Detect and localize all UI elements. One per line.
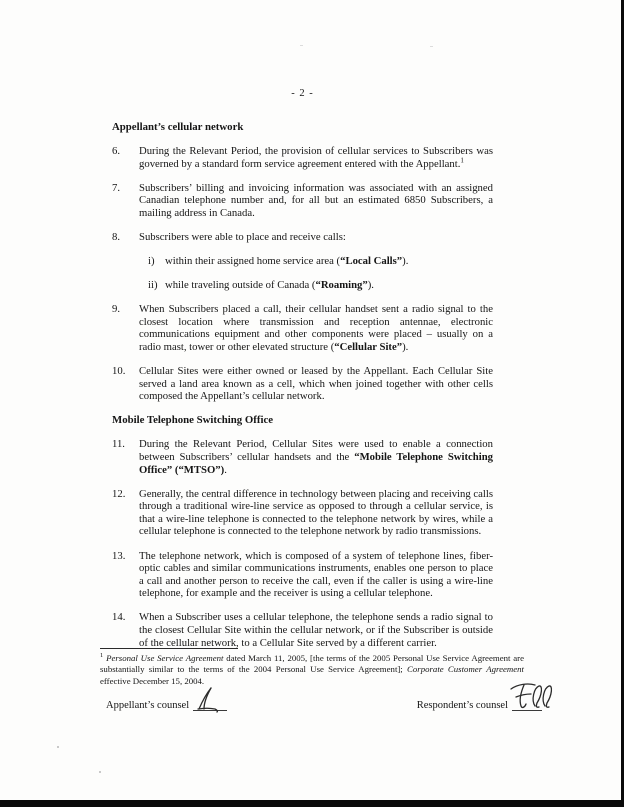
footnote [100, 648, 524, 687]
respondent-counsel-signature-line [512, 706, 542, 711]
paragraph-text: Cellular Sites were either owned or leased by the Appellant. Each Cellular Site served a land area known as a cell, which when joined together with other cells composed the Appellant’s cellular network. [139, 365, 493, 403]
scan-speck [300, 45, 303, 46]
paragraph-body: When Subscribers placed a call, their cellular handset sent a radio signal to the closest location where transmission and reception antennae, electronic communications equipment and other components were placed – usually on a radio mast, tower or other elevated structure ( [139, 303, 493, 354]
paragraph-8 [112, 231, 493, 244]
paragraph-number: 8. [112, 230, 121, 243]
paragraph-text [139, 303, 493, 353]
paragraph-number: 7. [112, 181, 121, 194]
respondent-counsel-signature [508, 680, 554, 714]
document-body [112, 88, 493, 661]
footnote-body: effective December 15, 2004. [100, 675, 205, 686]
footnote-marker: 1 [100, 652, 104, 660]
paragraph-text [139, 438, 493, 476]
footnote-body: dated March 11, 2005, [the terms of the 2005 Personal Use Service Agreement are substantially similar to the terms of the 2004 Personal Use Service Agreement]; [100, 653, 524, 675]
paragraph-13 [112, 550, 493, 600]
footnote-citation: Corporate Customer Agreement [407, 664, 524, 675]
footnote-reference: 1 [460, 156, 464, 165]
defined-term: “Roaming” [315, 279, 368, 292]
paragraph-10 [112, 365, 493, 403]
list-item-text [165, 255, 493, 268]
signature-row [106, 700, 542, 711]
paragraph-body: During the Relevant Period, Cellular Sites were used to enable a connection between Subscribers’ cellular handsets and the [139, 438, 493, 463]
list-item-body: ). [402, 255, 409, 268]
scan-speck [57, 746, 59, 748]
list-item-body: ). [367, 279, 374, 292]
section-heading-mtso: Mobile Telephone Switching Office [112, 414, 274, 427]
scan-speck [430, 46, 433, 47]
section-heading-cellular-network: Appellant’s cellular network [112, 121, 244, 133]
paragraph-14 [112, 611, 493, 649]
respondent-counsel-label: Respondent’s counsel [416, 700, 508, 711]
scan-speck [99, 771, 101, 773]
paragraph-body: ). [402, 341, 409, 354]
defined-term: “Local Calls” [340, 255, 403, 268]
paragraph-text [139, 145, 493, 170]
list-item-ii [148, 279, 493, 292]
list-item-i [148, 255, 493, 268]
appellant-counsel-label: Appellant’s counsel [106, 700, 190, 711]
list-item-body: while traveling outside of Canada ( [165, 279, 316, 292]
list-item-text [165, 279, 493, 292]
footnote-citation: Personal Use Service Agreement [106, 653, 224, 663]
paragraph-number: 6. [112, 145, 121, 157]
appellant-counsel-signature [194, 685, 222, 713]
list-item-marker: i) [148, 255, 155, 268]
paragraph-number: 10. [112, 365, 126, 378]
footnote-separator [100, 648, 238, 649]
list-item-marker: ii) [148, 279, 158, 292]
paragraph-text: Generally, the central difference in technology between placing and receiving calls through a traditional wire-line service as opposed to through a cellular service, is that a wire-line telephone is connected to the telephone network by wires, while a cellular telephone is connected to the telephone network by radio transmissions. [139, 487, 493, 538]
list-item-body: within their assigned home service area ( [165, 255, 341, 268]
paragraph-9 [112, 303, 493, 353]
paragraph-number: 14. [112, 611, 126, 624]
paragraph-text: When a Subscriber uses a cellular telephone, the telephone sends a radio signal to the closest Cellular Site within the cellular network, or if the Subscriber is outside of the cellular network, to a Cellular Site served by a different carrier. [139, 611, 493, 649]
paragraph-text: The telephone network, which is composed of a system of telephone lines, fiber-optic cables and similar communications instruments, enables one person to place a call and another person to receive the call, even if the caller is using a wire-line telephone, for example and the receiver is using a cellular telephone. [139, 549, 493, 600]
paragraph-number: 12. [112, 487, 126, 500]
defined-term: “Cellular Site” [334, 341, 403, 354]
paragraph-body: . [224, 463, 227, 476]
paragraph-number: 13. [112, 549, 126, 562]
respondent-counsel-signature-block [417, 700, 542, 711]
paragraph-11 [112, 438, 493, 476]
page-number: - 2 - [291, 88, 314, 99]
paragraph-12 [112, 488, 493, 538]
paragraph-text: Subscribers’ billing and invoicing information was associated with an assigned Canadian telephone number and, for all but an estimated 6850 Subscribers, a mailing address in Canada. [139, 181, 493, 219]
paragraph-6 [112, 145, 493, 170]
appellant-counsel-signature-block [106, 700, 227, 711]
paragraph-number: 9. [112, 303, 121, 316]
paragraph-text: Subscribers were able to place and receive calls: [139, 230, 346, 243]
footnote-text [100, 653, 524, 687]
appellant-counsel-signature-line [193, 706, 227, 711]
scan-border-bottom [0, 800, 624, 807]
paragraph-number: 11. [112, 438, 125, 451]
paragraph-7 [112, 182, 493, 220]
paragraph-body: During the Relevant Period, the provision of cellular services to Subscribers was governed by a standard form service agreement entered with the Appellant. [139, 145, 493, 170]
defined-term: “Mobile Telephone Switching Office” (“MTSO”) [139, 451, 494, 476]
